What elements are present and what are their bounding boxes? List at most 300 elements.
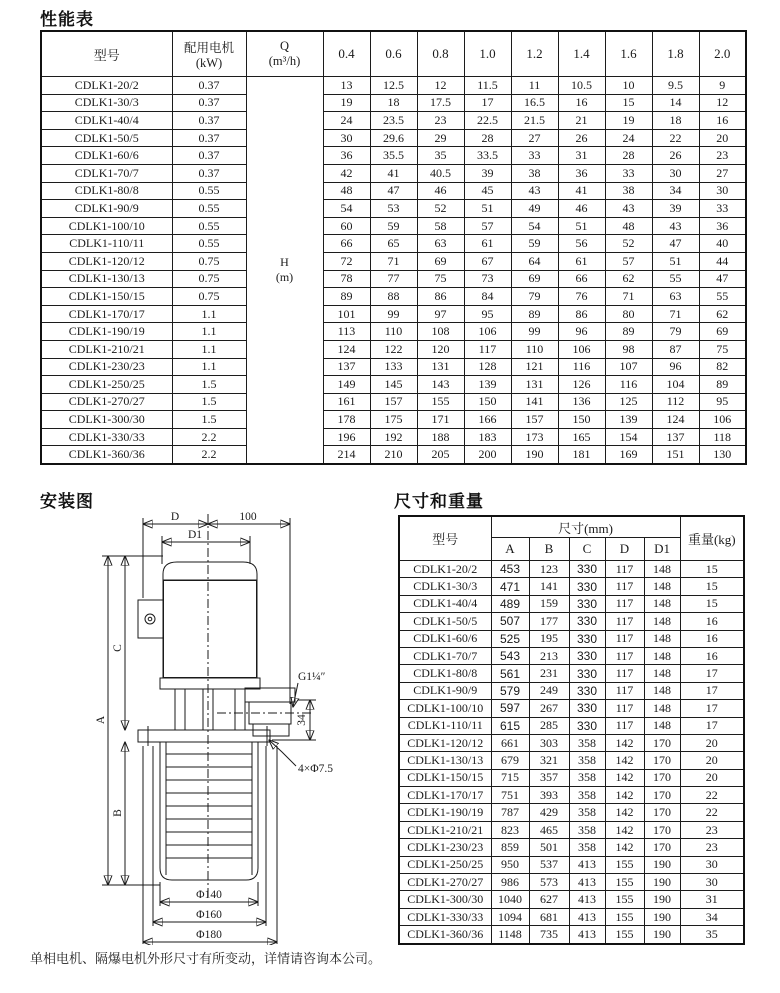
table-row bbox=[41, 340, 746, 358]
weight-cell: 16 bbox=[680, 630, 744, 647]
head-value-cell: 106 bbox=[558, 340, 605, 358]
weight-cell: 20 bbox=[680, 752, 744, 769]
installation-section-title: 安装图 bbox=[40, 492, 94, 511]
dim-d-cell: 155 bbox=[605, 856, 644, 873]
model-cell: CDLK1-270/27 bbox=[399, 874, 491, 891]
header-motor-power bbox=[172, 31, 246, 77]
dim-d1-cell: 170 bbox=[644, 734, 680, 751]
model-cell: CDLK1-120/12 bbox=[399, 734, 491, 751]
head-value-cell: 53 bbox=[370, 200, 417, 218]
head-value-cell: 20 bbox=[699, 129, 746, 147]
head-value-cell: 41 bbox=[370, 164, 417, 182]
head-value-cell: 30 bbox=[652, 164, 699, 182]
dim-d1-cell: 148 bbox=[644, 561, 680, 578]
head-value-cell: 9 bbox=[699, 77, 746, 95]
performance-table-body bbox=[41, 77, 746, 465]
performance-table bbox=[40, 30, 747, 465]
mounting-holes-label: 4×Φ7.5 bbox=[298, 763, 334, 775]
table-row bbox=[41, 270, 746, 288]
head-value-cell: 72 bbox=[323, 252, 370, 270]
head-value-cell: 110 bbox=[370, 323, 417, 341]
header-model: 型号 bbox=[41, 31, 172, 77]
dim-c-cell: 358 bbox=[569, 769, 605, 786]
model-cell: CDLK1-90/9 bbox=[399, 682, 491, 699]
model-cell: CDLK1-110/11 bbox=[399, 717, 491, 734]
head-value-cell: 23.5 bbox=[370, 112, 417, 130]
weight-cell: 15 bbox=[680, 578, 744, 595]
dim-d-cell: 142 bbox=[605, 734, 644, 751]
dim-c-cell: 413 bbox=[569, 874, 605, 891]
head-value-cell: 16 bbox=[699, 112, 746, 130]
head-value-cell: 39 bbox=[464, 164, 511, 182]
head-value-cell: 66 bbox=[558, 270, 605, 288]
model-cell: CDLK1-150/15 bbox=[41, 288, 172, 306]
head-value-cell: 108 bbox=[417, 323, 464, 341]
model-cell: CDLK1-30/3 bbox=[41, 94, 172, 112]
head-value-cell: 126 bbox=[558, 376, 605, 394]
head-value-cell: 62 bbox=[699, 305, 746, 323]
model-cell: CDLK1-110/11 bbox=[41, 235, 172, 253]
dim-d1-cell: 190 bbox=[644, 926, 680, 944]
head-value-cell: 75 bbox=[699, 340, 746, 358]
dim-d1-cell: 148 bbox=[644, 647, 680, 664]
dim-a-cell: 823 bbox=[491, 821, 529, 838]
head-value-cell: 79 bbox=[511, 288, 558, 306]
head-value-cell: 145 bbox=[370, 376, 417, 394]
model-cell: CDLK1-270/27 bbox=[41, 393, 172, 411]
head-value-cell: 131 bbox=[417, 358, 464, 376]
header-flow-q bbox=[246, 31, 323, 77]
weight-cell: 20 bbox=[680, 769, 744, 786]
dim-d1-cell: 170 bbox=[644, 804, 680, 821]
header-motor-unit: (kW) bbox=[195, 55, 223, 70]
dim-d-cell: 155 bbox=[605, 874, 644, 891]
dim-a-cell: 1040 bbox=[491, 891, 529, 908]
dim-b-cell: 465 bbox=[529, 821, 569, 838]
pump-lantern bbox=[175, 689, 245, 730]
dim-c-cell: 330 bbox=[569, 700, 605, 717]
head-value-cell: 130 bbox=[699, 446, 746, 464]
dim-label-d1: D1 bbox=[187, 529, 203, 541]
head-value-cell: 69 bbox=[417, 252, 464, 270]
dim-c-cell: 413 bbox=[569, 856, 605, 873]
head-value-cell: 88 bbox=[370, 288, 417, 306]
head-value-cell: 210 bbox=[370, 446, 417, 464]
weight-cell: 31 bbox=[680, 891, 744, 908]
head-value-cell: 150 bbox=[558, 411, 605, 429]
table-row bbox=[41, 217, 746, 235]
head-value-cell: 75 bbox=[417, 270, 464, 288]
model-cell: CDLK1-40/4 bbox=[41, 112, 172, 130]
head-value-cell: 150 bbox=[464, 393, 511, 411]
dim-d1-cell: 170 bbox=[644, 839, 680, 856]
dim-c-cell: 413 bbox=[569, 891, 605, 908]
motor-power-cell: 1.5 bbox=[172, 393, 246, 411]
model-cell: CDLK1-190/19 bbox=[399, 804, 491, 821]
pump-base-plate bbox=[138, 726, 270, 746]
head-value-cell: 95 bbox=[464, 305, 511, 323]
table-row bbox=[41, 411, 746, 429]
header-model: 型号 bbox=[399, 516, 491, 561]
header-weight: 重量(kg) bbox=[680, 516, 744, 561]
table-row bbox=[41, 200, 746, 218]
model-cell: CDLK1-130/13 bbox=[399, 752, 491, 769]
head-value-cell: 24 bbox=[605, 129, 652, 147]
dim-b-cell: 321 bbox=[529, 752, 569, 769]
dim-d-cell: 117 bbox=[605, 578, 644, 595]
head-value-cell: 171 bbox=[417, 411, 464, 429]
dimensions-table-body bbox=[399, 561, 744, 944]
head-value-cell: 84 bbox=[464, 288, 511, 306]
head-value-cell: 86 bbox=[558, 305, 605, 323]
pump-barrel bbox=[160, 742, 258, 880]
h-unit: (m) bbox=[275, 270, 294, 285]
head-value-cell: 61 bbox=[464, 235, 511, 253]
head-value-cell: 69 bbox=[699, 323, 746, 341]
head-value-cell: 22.5 bbox=[464, 112, 511, 130]
head-value-cell: 69 bbox=[511, 270, 558, 288]
head-value-cell: 169 bbox=[605, 446, 652, 464]
table-row bbox=[399, 752, 744, 769]
dim-c-cell: 330 bbox=[569, 613, 605, 630]
model-cell: CDLK1-360/36 bbox=[399, 926, 491, 944]
motor-power-cell: 1.1 bbox=[172, 340, 246, 358]
head-value-cell: 51 bbox=[558, 217, 605, 235]
dim-c-cell: 358 bbox=[569, 752, 605, 769]
head-value-cell: 12.5 bbox=[370, 77, 417, 95]
head-value-cell: 10.5 bbox=[558, 77, 605, 95]
head-value-cell: 14 bbox=[652, 94, 699, 112]
dim-d1-cell: 170 bbox=[644, 787, 680, 804]
model-cell: CDLK1-70/7 bbox=[399, 647, 491, 664]
head-value-cell: 54 bbox=[511, 217, 558, 235]
dim-a-cell: 1148 bbox=[491, 926, 529, 944]
weight-cell: 17 bbox=[680, 682, 744, 699]
weight-cell: 16 bbox=[680, 613, 744, 630]
weight-cell: 20 bbox=[680, 734, 744, 751]
model-cell: CDLK1-30/3 bbox=[399, 578, 491, 595]
head-value-cell: 131 bbox=[511, 376, 558, 394]
model-cell: CDLK1-250/25 bbox=[41, 376, 172, 394]
dim-c-cell: 358 bbox=[569, 821, 605, 838]
table-row bbox=[41, 235, 746, 253]
motor-power-cell: 2.2 bbox=[172, 428, 246, 446]
head-value-cell: 47 bbox=[699, 270, 746, 288]
dim-d-cell: 142 bbox=[605, 804, 644, 821]
weight-cell: 17 bbox=[680, 700, 744, 717]
dim-d1-cell: 148 bbox=[644, 630, 680, 647]
model-cell: CDLK1-190/19 bbox=[41, 323, 172, 341]
header-size-col: A bbox=[491, 538, 529, 561]
motor-power-cell: 0.37 bbox=[172, 77, 246, 95]
pump-centerline bbox=[208, 514, 314, 900]
head-value-cell: 118 bbox=[699, 428, 746, 446]
head-value-cell: 71 bbox=[370, 252, 417, 270]
head-value-cell: 33 bbox=[605, 164, 652, 182]
head-value-cell: 77 bbox=[370, 270, 417, 288]
dim-d1-cell: 170 bbox=[644, 769, 680, 786]
motor-power-cell: 0.55 bbox=[172, 200, 246, 218]
dim-label-a: A bbox=[95, 715, 107, 725]
dim-label-c: C bbox=[112, 644, 124, 652]
head-value-cell: 121 bbox=[511, 358, 558, 376]
model-cell: CDLK1-50/5 bbox=[41, 129, 172, 147]
model-cell: CDLK1-330/33 bbox=[41, 428, 172, 446]
dim-a-cell: 715 bbox=[491, 769, 529, 786]
head-value-cell: 87 bbox=[652, 340, 699, 358]
dim-d-cell: 142 bbox=[605, 839, 644, 856]
head-value-cell: 157 bbox=[370, 393, 417, 411]
head-value-cell: 48 bbox=[323, 182, 370, 200]
dim-b-cell: 303 bbox=[529, 734, 569, 751]
table-row bbox=[41, 288, 746, 306]
table-row bbox=[399, 926, 744, 944]
weight-cell: 34 bbox=[680, 908, 744, 925]
model-cell: CDLK1-150/15 bbox=[399, 769, 491, 786]
model-cell: CDLK1-130/13 bbox=[41, 270, 172, 288]
dim-d-cell: 117 bbox=[605, 717, 644, 734]
head-value-cell: 183 bbox=[464, 428, 511, 446]
performance-section-title: 性能表 bbox=[40, 10, 94, 29]
weight-cell: 30 bbox=[680, 874, 744, 891]
head-value-cell: 26 bbox=[558, 129, 605, 147]
head-value-cell: 43 bbox=[511, 182, 558, 200]
motor-power-cell: 0.55 bbox=[172, 235, 246, 253]
model-cell: CDLK1-330/33 bbox=[399, 908, 491, 925]
head-value-cell: 73 bbox=[464, 270, 511, 288]
head-value-cell: 12 bbox=[699, 94, 746, 112]
dim-a-cell: 543 bbox=[491, 647, 529, 664]
dim-d-cell: 117 bbox=[605, 561, 644, 578]
head-value-cell: 19 bbox=[605, 112, 652, 130]
table-row bbox=[41, 305, 746, 323]
head-value-cell: 181 bbox=[558, 446, 605, 464]
head-value-cell: 15 bbox=[605, 94, 652, 112]
table-row bbox=[399, 769, 744, 786]
dim-c-cell: 330 bbox=[569, 665, 605, 682]
head-value-cell: 13 bbox=[323, 77, 370, 95]
dim-a-cell: 525 bbox=[491, 630, 529, 647]
head-h-merged-cell bbox=[246, 77, 323, 465]
dim-a-cell: 661 bbox=[491, 734, 529, 751]
head-value-cell: 40.5 bbox=[417, 164, 464, 182]
head-value-cell: 28 bbox=[464, 129, 511, 147]
dim-a-cell: 615 bbox=[491, 717, 529, 734]
head-value-cell: 10 bbox=[605, 77, 652, 95]
header-flow-value: 0.6 bbox=[370, 31, 417, 77]
dim-b-cell: 267 bbox=[529, 700, 569, 717]
model-cell: CDLK1-20/2 bbox=[399, 561, 491, 578]
dim-d-cell: 155 bbox=[605, 891, 644, 908]
dim-c-cell: 330 bbox=[569, 578, 605, 595]
dim-d1-cell: 190 bbox=[644, 874, 680, 891]
head-value-cell: 65 bbox=[370, 235, 417, 253]
dim-b-cell: 357 bbox=[529, 769, 569, 786]
dimension-lines bbox=[95, 511, 333, 944]
head-value-cell: 196 bbox=[323, 428, 370, 446]
dim-d-cell: 117 bbox=[605, 682, 644, 699]
head-value-cell: 116 bbox=[605, 376, 652, 394]
header-q-unit: (m³/h) bbox=[268, 54, 301, 68]
dim-d1-cell: 190 bbox=[644, 891, 680, 908]
pump-motor bbox=[138, 562, 260, 689]
dim-d-cell: 155 bbox=[605, 908, 644, 925]
dim-b-cell: 177 bbox=[529, 613, 569, 630]
table-row bbox=[399, 908, 744, 925]
table-row bbox=[399, 647, 744, 664]
header-motor-label: 配用电机 bbox=[183, 40, 234, 55]
head-value-cell: 47 bbox=[370, 182, 417, 200]
dim-c-cell: 413 bbox=[569, 908, 605, 925]
dim-d-cell: 117 bbox=[605, 647, 644, 664]
table-row bbox=[399, 665, 744, 682]
table-row bbox=[41, 129, 746, 147]
head-value-cell: 154 bbox=[605, 428, 652, 446]
head-value-cell: 17.5 bbox=[417, 94, 464, 112]
head-value-cell: 107 bbox=[605, 358, 652, 376]
table-row bbox=[399, 717, 744, 734]
head-value-cell: 104 bbox=[652, 376, 699, 394]
footnote-text: 单相电机、隔爆电机外形尺寸有所变动，详情请咨询本公司。 bbox=[30, 951, 382, 966]
table-row bbox=[41, 182, 746, 200]
dim-c-cell: 330 bbox=[569, 647, 605, 664]
head-value-cell: 42 bbox=[323, 164, 370, 182]
dim-d1-cell: 148 bbox=[644, 613, 680, 630]
header-flow-value: 0.8 bbox=[417, 31, 464, 77]
dim-d1-cell: 148 bbox=[644, 595, 680, 612]
dim-d-cell: 142 bbox=[605, 769, 644, 786]
head-value-cell: 60 bbox=[323, 217, 370, 235]
head-value-cell: 33.5 bbox=[464, 147, 511, 165]
motor-power-cell: 0.37 bbox=[172, 129, 246, 147]
head-value-cell: 52 bbox=[605, 235, 652, 253]
dim-c-cell: 413 bbox=[569, 926, 605, 944]
head-value-cell: 38 bbox=[511, 164, 558, 182]
dim-label-dia160: Φ160 bbox=[196, 909, 222, 921]
weight-cell: 16 bbox=[680, 647, 744, 664]
head-value-cell: 28 bbox=[605, 147, 652, 165]
header-flow-value: 0.4 bbox=[323, 31, 370, 77]
head-value-cell: 143 bbox=[417, 376, 464, 394]
h-label: H bbox=[280, 255, 289, 270]
weight-cell: 15 bbox=[680, 561, 744, 578]
dim-b-cell: 159 bbox=[529, 595, 569, 612]
head-value-cell: 29 bbox=[417, 129, 464, 147]
head-value-cell: 173 bbox=[511, 428, 558, 446]
head-value-cell: 23 bbox=[699, 147, 746, 165]
head-value-cell: 57 bbox=[464, 217, 511, 235]
dim-b-cell: 681 bbox=[529, 908, 569, 925]
head-value-cell: 27 bbox=[699, 164, 746, 182]
head-value-cell: 51 bbox=[464, 200, 511, 218]
model-cell: CDLK1-210/21 bbox=[399, 821, 491, 838]
dim-c-cell: 330 bbox=[569, 595, 605, 612]
dim-b-cell: 429 bbox=[529, 804, 569, 821]
dim-b-cell: 213 bbox=[529, 647, 569, 664]
model-cell: CDLK1-250/25 bbox=[399, 856, 491, 873]
pump-discharge-port bbox=[245, 688, 295, 736]
head-value-cell: 89 bbox=[605, 323, 652, 341]
table-row bbox=[41, 428, 746, 446]
head-value-cell: 106 bbox=[464, 323, 511, 341]
dim-c-cell: 358 bbox=[569, 787, 605, 804]
dim-c-cell: 330 bbox=[569, 630, 605, 647]
head-value-cell: 124 bbox=[323, 340, 370, 358]
table-row bbox=[399, 821, 744, 838]
head-value-cell: 46 bbox=[417, 182, 464, 200]
header-flow-value: 1.4 bbox=[558, 31, 605, 77]
head-value-cell: 151 bbox=[652, 446, 699, 464]
dim-d-cell: 142 bbox=[605, 752, 644, 769]
dim-c-cell: 330 bbox=[569, 682, 605, 699]
table-row bbox=[399, 578, 744, 595]
head-value-cell: 12 bbox=[417, 77, 464, 95]
head-value-cell: 33 bbox=[699, 200, 746, 218]
head-value-cell: 71 bbox=[652, 305, 699, 323]
head-value-cell: 31 bbox=[558, 147, 605, 165]
header-q-label: Q bbox=[279, 39, 290, 53]
table-row bbox=[41, 252, 746, 270]
model-cell: CDLK1-40/4 bbox=[399, 595, 491, 612]
head-value-cell: 141 bbox=[511, 393, 558, 411]
dim-label-100: 100 bbox=[239, 511, 257, 523]
head-value-cell: 21.5 bbox=[511, 112, 558, 130]
dim-d1-cell: 148 bbox=[644, 665, 680, 682]
table-row bbox=[399, 874, 744, 891]
head-value-cell: 30 bbox=[699, 182, 746, 200]
table-row bbox=[41, 446, 746, 464]
dimensions-table bbox=[398, 515, 745, 945]
header-flow-value: 1.6 bbox=[605, 31, 652, 77]
head-value-cell: 55 bbox=[699, 288, 746, 306]
model-cell: CDLK1-70/7 bbox=[41, 164, 172, 182]
weight-cell: 15 bbox=[680, 595, 744, 612]
head-value-cell: 9.5 bbox=[652, 77, 699, 95]
dim-a-cell: 597 bbox=[491, 700, 529, 717]
head-value-cell: 190 bbox=[511, 446, 558, 464]
table-row bbox=[399, 856, 744, 873]
head-value-cell: 16 bbox=[558, 94, 605, 112]
head-value-cell: 38 bbox=[605, 182, 652, 200]
head-value-cell: 128 bbox=[464, 358, 511, 376]
head-value-cell: 27 bbox=[511, 129, 558, 147]
head-value-cell: 17 bbox=[464, 94, 511, 112]
dim-d1-cell: 148 bbox=[644, 682, 680, 699]
head-value-cell: 41 bbox=[558, 182, 605, 200]
header-size-col: D1 bbox=[644, 538, 680, 561]
head-value-cell: 82 bbox=[699, 358, 746, 376]
head-value-cell: 76 bbox=[558, 288, 605, 306]
motor-power-cell: 1.5 bbox=[172, 411, 246, 429]
dimensions-header-row bbox=[399, 516, 744, 538]
head-value-cell: 54 bbox=[323, 200, 370, 218]
head-value-cell: 36 bbox=[323, 147, 370, 165]
dim-a-cell: 986 bbox=[491, 874, 529, 891]
head-value-cell: 26 bbox=[652, 147, 699, 165]
head-value-cell: 43 bbox=[652, 217, 699, 235]
head-value-cell: 55 bbox=[652, 270, 699, 288]
motor-power-cell: 1.1 bbox=[172, 305, 246, 323]
model-cell: CDLK1-230/23 bbox=[399, 839, 491, 856]
head-value-cell: 157 bbox=[511, 411, 558, 429]
table-row bbox=[399, 787, 744, 804]
dim-d1-cell: 148 bbox=[644, 717, 680, 734]
dim-c-cell: 358 bbox=[569, 804, 605, 821]
head-value-cell: 188 bbox=[417, 428, 464, 446]
dim-d1-cell: 170 bbox=[644, 752, 680, 769]
head-value-cell: 137 bbox=[652, 428, 699, 446]
dim-a-cell: 1094 bbox=[491, 908, 529, 925]
